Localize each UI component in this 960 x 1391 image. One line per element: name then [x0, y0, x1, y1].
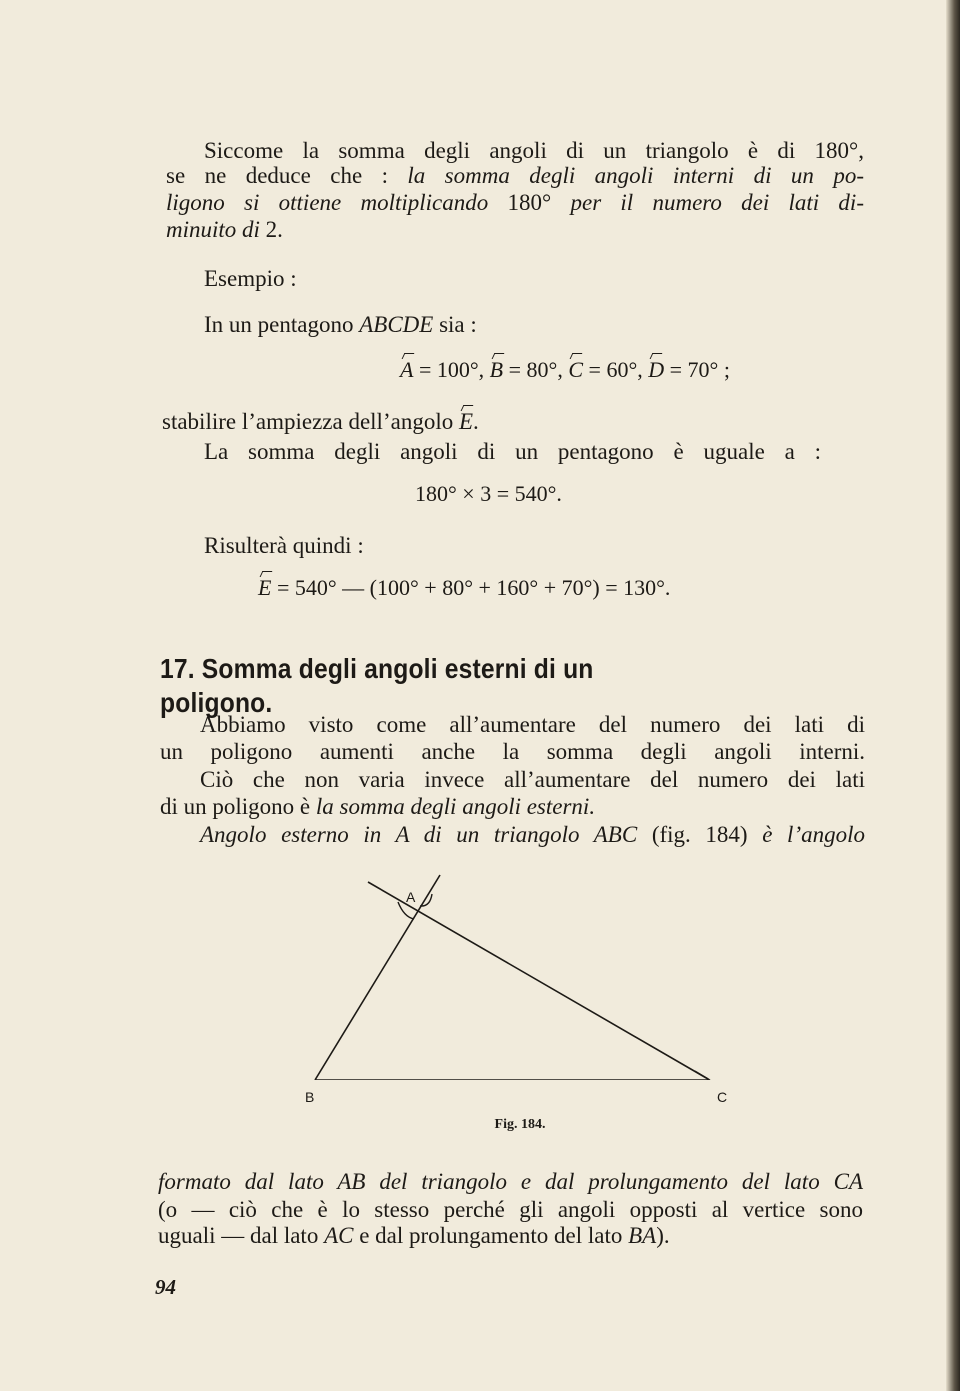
section-heading: 17. Somma degli angoli esterni di un poligono. — [160, 653, 594, 718]
page-edge — [946, 0, 960, 1391]
section-p3-text-c: è l’angolo — [762, 822, 865, 847]
figure-caption: Fig. 184. — [494, 1117, 546, 1132]
example-intro-c: sia : — [433, 312, 477, 337]
angle-E: E — [458, 409, 474, 434]
section-p3-text-b: (fig. 184) — [637, 822, 763, 847]
result-formula-text: = 540° — (100° + 80° + 160° + 70°) = 130°. — [271, 575, 671, 600]
para1-line4 — [166, 216, 283, 244]
para1-two: 2. — [265, 217, 283, 242]
after-fig-text3c: e dal prolungamento del lato — [353, 1223, 629, 1248]
section-p1-text2: un poligono aumenti anche la somma degli angoli interni. — [160, 739, 865, 764]
after-fig-text3b: AC — [324, 1223, 354, 1248]
example-intro-a: In un pentagono — [204, 312, 360, 337]
vertex-label-A: A — [406, 889, 416, 905]
angle-A: A — [400, 357, 414, 382]
triangle-diagram — [300, 870, 740, 1080]
example-task — [162, 408, 479, 436]
after-fig-text3e: ). — [656, 1223, 670, 1248]
example-task-c: . — [473, 409, 479, 434]
example-label-text: Esempio : — [204, 266, 297, 291]
angle-E-result: E — [258, 575, 272, 600]
after-fig-line2 — [158, 1196, 863, 1224]
para1-rule-italic3: per il numero dei lati di- — [551, 190, 864, 215]
example-task-a: stabilire l’ampiezza dell’angolo — [162, 409, 459, 434]
example-result-label — [204, 532, 364, 560]
para1-line2 — [166, 162, 864, 190]
arrow-C — [695, 1071, 709, 1080]
line-CA-extended — [368, 882, 708, 1079]
example-result-formula — [258, 574, 670, 602]
vertex-label-B: B — [305, 1089, 315, 1105]
example-label — [204, 265, 297, 293]
angle-B-val: = 80°, — [503, 357, 569, 382]
after-fig-text3d: BA — [628, 1223, 657, 1248]
para1-180: 180° — [507, 190, 552, 215]
page-number: 94 — [155, 1275, 176, 1299]
angle-A-val: = 100°, — [413, 357, 490, 382]
para1-rule-italic4: minuito di — [166, 217, 266, 242]
section-p2-line2 — [160, 793, 595, 821]
example-sum-text: La somma degli angoli di un pentagono è uguale a : — [204, 439, 821, 464]
example-intro — [204, 311, 477, 339]
section-p1-line1 — [200, 711, 865, 739]
para1-text1: Siccome la somma degli angoli di un triangolo è di 180°, — [204, 138, 864, 163]
section-p2-text1: Ciò che non varia invece all’aumentare del numero dei lati — [200, 767, 865, 792]
figure-184 — [300, 870, 740, 1080]
angle-C-val: = 60°, — [583, 357, 649, 382]
example-given — [400, 356, 730, 384]
para1-line1 — [204, 137, 864, 165]
section-p1-line2 — [160, 738, 865, 766]
para1-line3 — [166, 189, 864, 217]
sum-formula-text: 180° × 3 = 540°. — [415, 481, 562, 506]
angle-D-val: = 70° ; — [664, 357, 730, 382]
angle-D: D — [648, 357, 665, 382]
after-fig-text3a: uguali — dal lato — [158, 1223, 325, 1248]
after-fig-text1: formato dal lato AB del triangolo e dal prolungamento del lato CA — [158, 1169, 863, 1194]
result-label-text: Risulterà quindi : — [204, 533, 364, 558]
para1-rule-italic2: ligono si ottiene moltiplicando — [166, 190, 508, 215]
example-sum-formula — [415, 480, 562, 508]
section-p2-text2b: la somma degli angoli esterni. — [315, 794, 596, 819]
after-fig-line3 — [158, 1222, 670, 1250]
section-p1-text1: Abbiamo visto come all’aumentare del numero dei lati di — [200, 712, 865, 737]
angle-B: B — [489, 357, 504, 382]
angle-C: C — [568, 357, 584, 382]
section-p3-line — [200, 821, 865, 849]
para1-rule-italic1: la somma degli angoli interni di un po- — [407, 163, 864, 188]
example-sum-line — [204, 438, 821, 466]
section-p2-text2a: di un poligono è — [160, 794, 316, 819]
after-fig-line1 — [158, 1168, 863, 1196]
example-intro-b: ABCDE — [359, 312, 434, 337]
para1-text2: se ne deduce che : — [166, 163, 408, 188]
section-p2-line1 — [200, 766, 865, 794]
after-fig-text2: (o — ciò che è lo stesso perché gli angoli opposti al vertice sono — [158, 1197, 863, 1222]
vertex-label-C: C — [717, 1089, 728, 1105]
section-p3-text-a: Angolo esterno in A di un triangolo ABC — [200, 822, 638, 847]
